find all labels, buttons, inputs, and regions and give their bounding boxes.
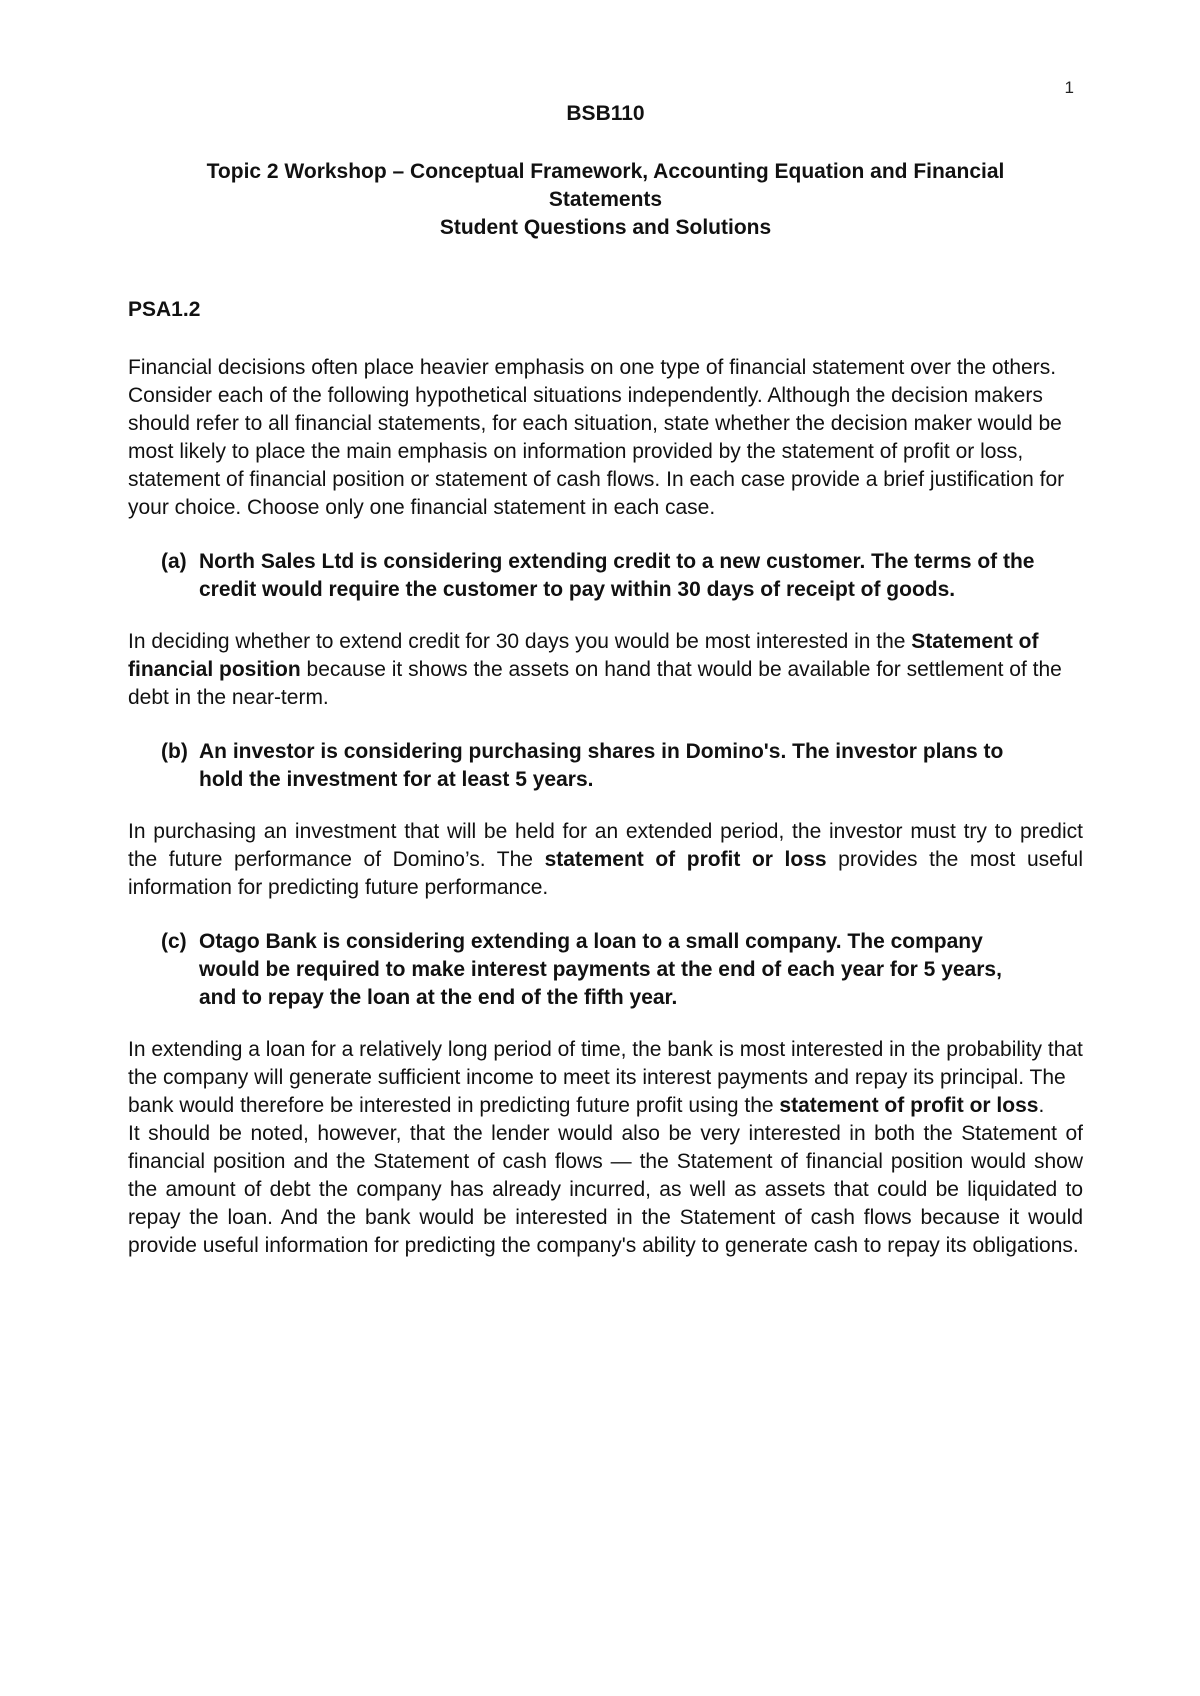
- answer-b: [128, 818, 1083, 902]
- course-code: BSB110: [566, 102, 645, 125]
- answer-a-post: because it shows the assets on hand that would be available for settlement of the debt in the near-term.: [128, 658, 1062, 709]
- question-a-text: North Sales Ltd is considering extending credit to a new customer. The terms of the credit would require the customer to pay within 30 days of receipt of goods.: [199, 550, 1035, 601]
- document-title: [128, 158, 1083, 242]
- answer-c-post: .: [1038, 1094, 1045, 1117]
- question-a-label: (a): [161, 550, 187, 573]
- title-line-1: Topic 2 Workshop – Conceptual Framework, Accounting Equation and Financial: [206, 160, 1005, 183]
- title-line-2: Statements: [548, 188, 663, 211]
- question-b-label: (b): [161, 740, 188, 763]
- question-c-label: (c): [161, 930, 187, 953]
- section-title: PSA1.2: [128, 298, 201, 321]
- answer-b-post: provides the most useful information for predicting future performance.: [128, 848, 1084, 899]
- answer-c-emphasis: statement of profit or loss: [779, 1094, 1039, 1117]
- answer-c-note: It should be noted, however, that the lender would also be very interested in both the Statement of financial position and the Statement of cash flows — the Statement of financial position would show the amount of debt the company has already incurred, as well as assets that could be liquidated to repay the loan. And the bank would be interested in the Statement of cash flows because it would provide useful information for predicting the company's ability to generate cash to repay its obligations.: [128, 1122, 1083, 1257]
- answer-c-pre: In extending a loan for a relatively long period of time, the bank is most interested in the probability that the company will generate sufficient income to meet its interest payments and repay its principal. The bank would therefore be interested in predicting future profit using the: [128, 1038, 1083, 1117]
- page-number: 1: [1064, 78, 1074, 97]
- question-a: [161, 548, 1083, 604]
- question-b: [161, 738, 1083, 794]
- question-c-text: Otago Bank is considering extending a loan to a small company. The company would be required to make interest payments at the end of each year for 5 years, and to repay the loan at the end of the fifth year.: [199, 930, 1002, 1009]
- answer-a-pre: In deciding whether to extend credit for 30 days you would be most interested in the: [128, 630, 912, 653]
- answer-a: [128, 628, 1083, 712]
- section-intro: Financial decisions often place heavier emphasis on one type of financial statement over the others. Consider each of the following hypothetical situations independently. Although the decision makers should refer to all financial statements, for each situation, state whether the decision maker would be most likely to place the main emphasis on information provided by the statement of profit or loss, statement of financial position or statement of cash flows. In each case provide a brief justification for your choice. Choose only one financial statement in each case.: [128, 356, 1065, 519]
- answer-c: [128, 1036, 1083, 1120]
- answer-b-pre: In purchasing an investment that will be held for an extended period, the investor must try to predict the future performance of Domino’s. The: [128, 820, 1083, 871]
- question-c: [161, 928, 1083, 1012]
- document-content: [128, 100, 1083, 1260]
- answer-a-emphasis: Statement of financial position: [128, 630, 1039, 681]
- answer-b-emphasis: statement of profit or loss: [544, 848, 827, 871]
- question-b-text: An investor is considering purchasing shares in Domino's. The investor plans to hold the investment for at least 5 years.: [199, 740, 1004, 791]
- title-line-3: Student Questions and Solutions: [439, 216, 772, 239]
